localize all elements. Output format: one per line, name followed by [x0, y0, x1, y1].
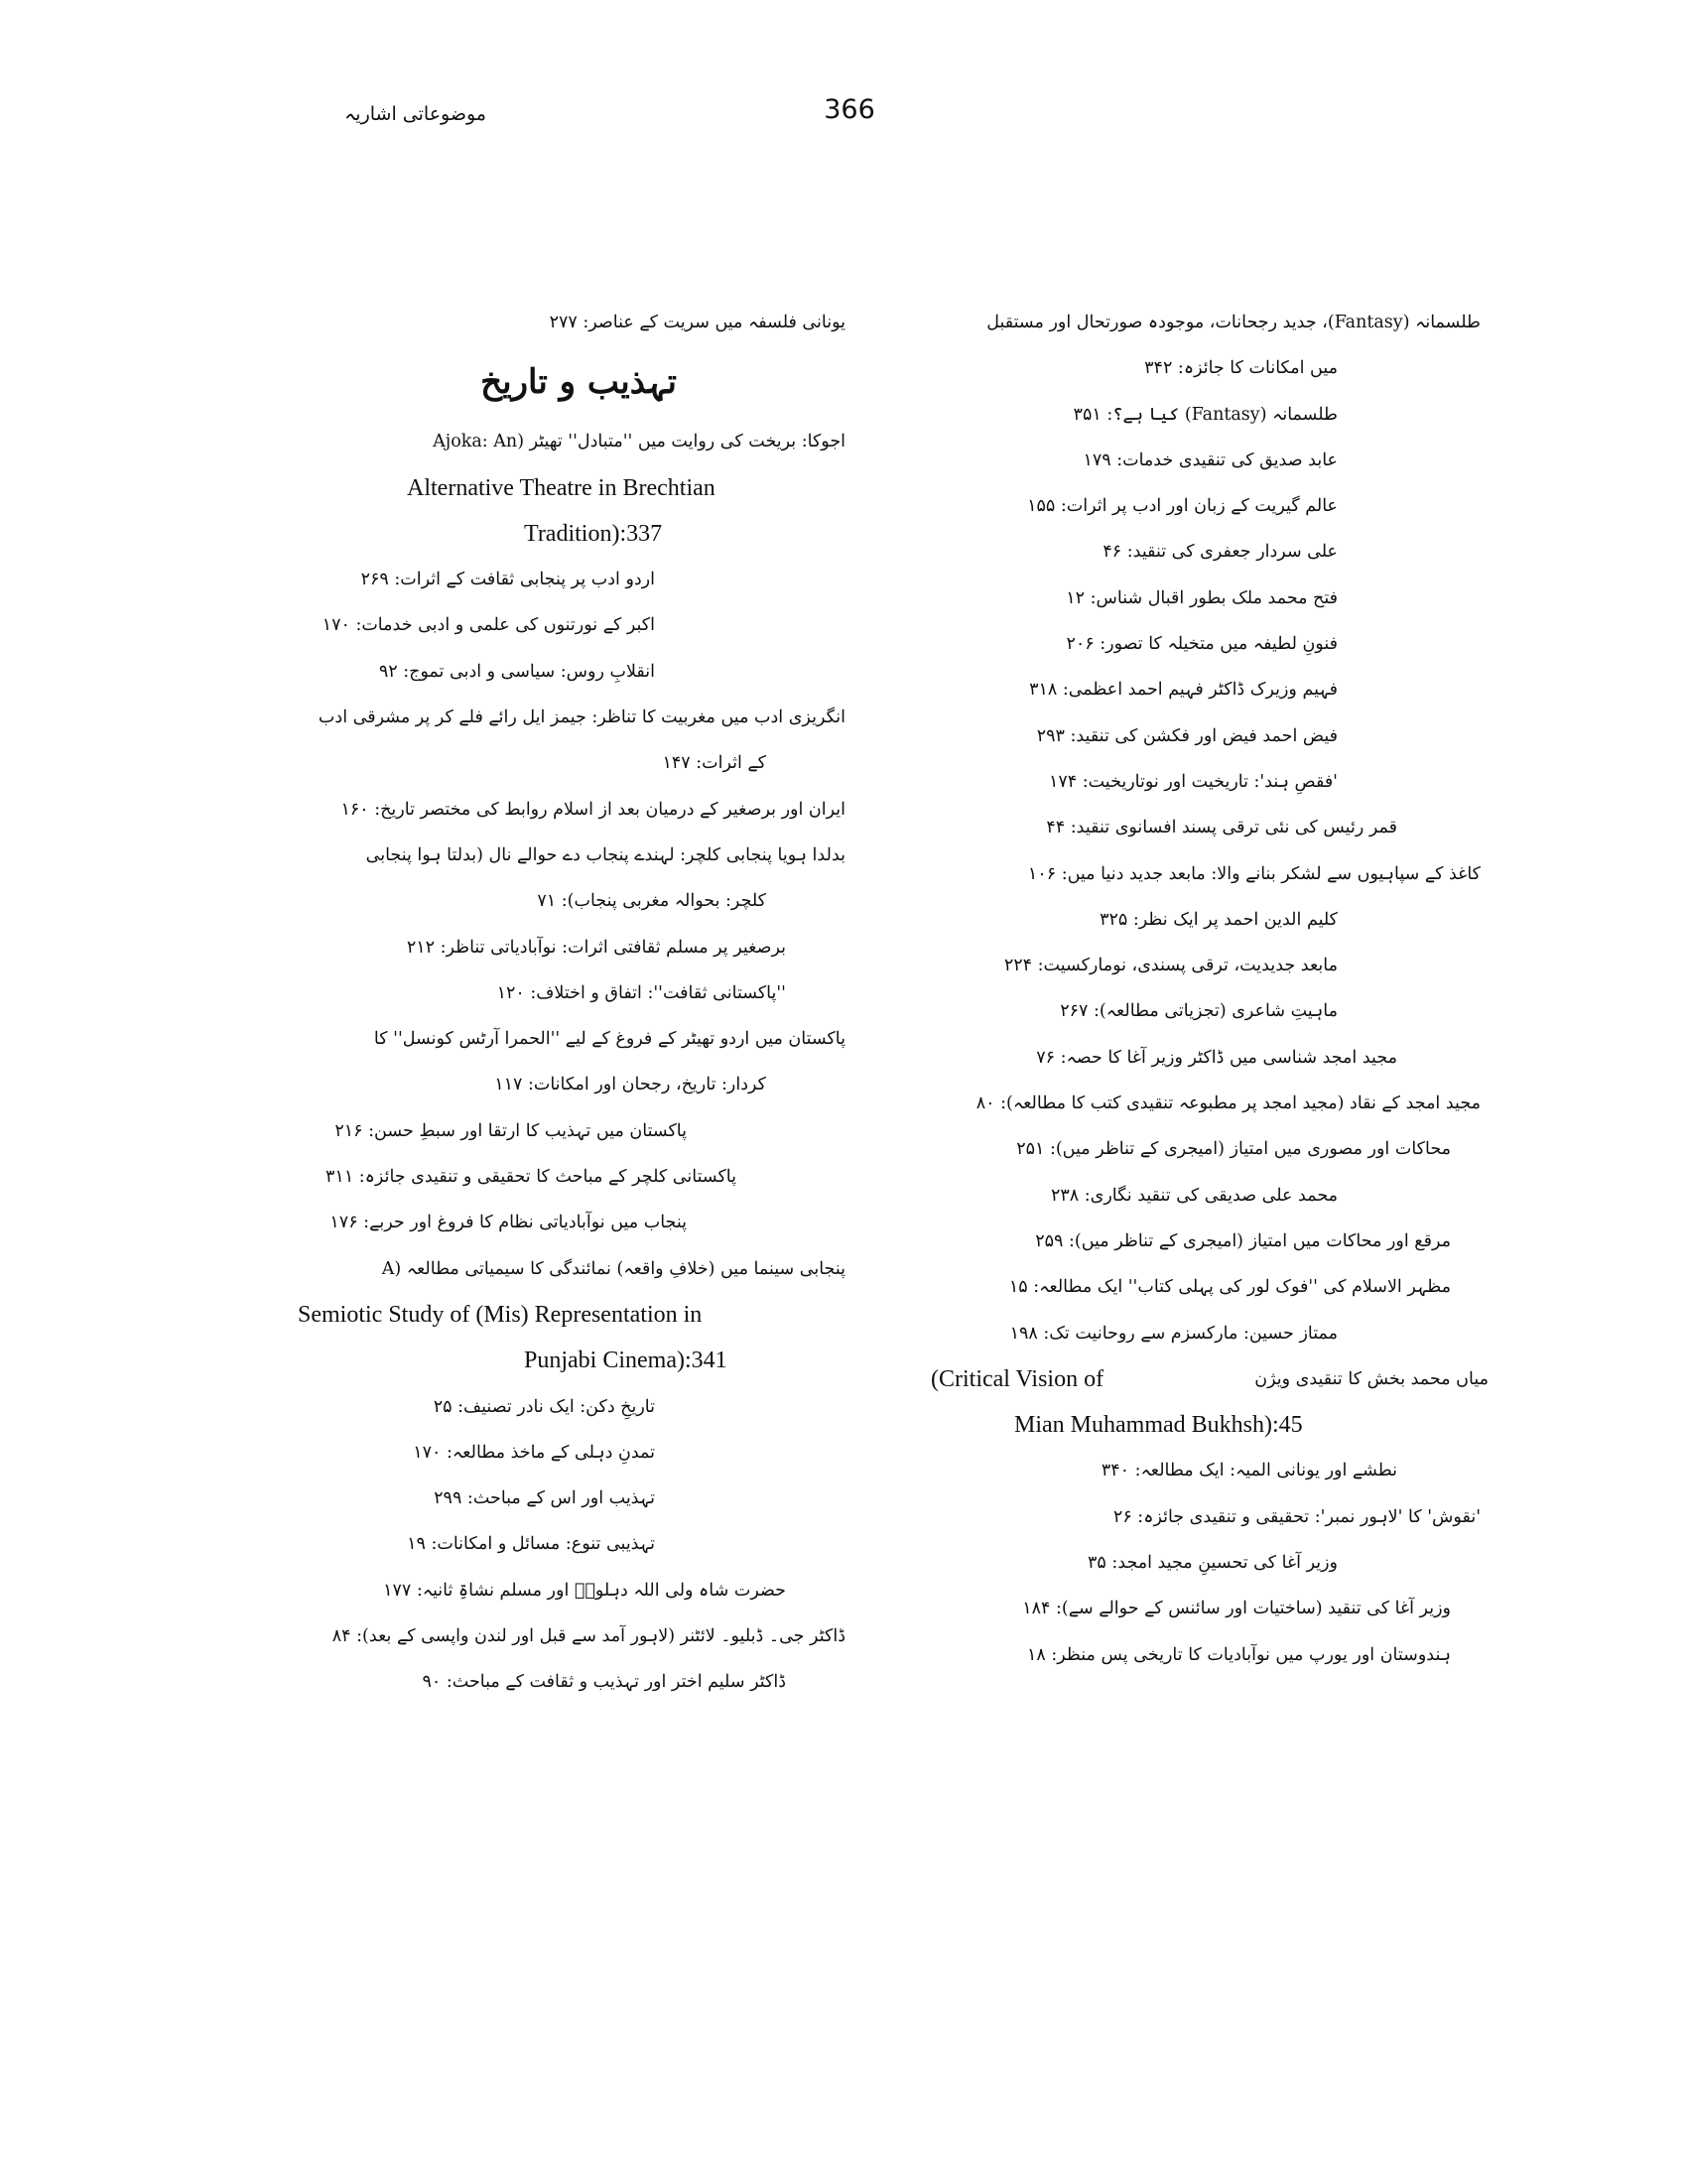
index-entry-continuation: Semiotic Study of (Mis) Representation in [298, 1301, 703, 1328]
index-entry: اکبر کے نورتنوں کی علمی و ادبی خدمات: ۱۷۰ [322, 615, 655, 636]
index-entry: پاکستان میں اردو تھیٹر کے فروغ کے لیے ''الحمرا آرٹس کونسل'' کا [373, 1029, 845, 1050]
index-entry: کاغذ کے سپاہیوں سے لشکر بنانے والا: مابعد جدید دنیا میں: ۱۰۶ [1027, 863, 1481, 884]
index-entry: تہذیب اور اس کے مباحث: ۲۹۹ [434, 1488, 655, 1509]
running-title: موضوعاتی اشاریہ [344, 103, 486, 125]
index-entry-bilingual [881, 1356, 1494, 1402]
index-entry: ڈاکٹر جی۔ ڈبلیو۔ لائٹنر (لاہور آمد سے قبل اور لندن واپسی کے بعد): ۸۴ [331, 1626, 845, 1647]
index-entry-continuation: میں امکانات کا جائزہ: ۳۴۲ [1144, 358, 1338, 379]
index-entry: تہذیبی تنوع: مسائل و امکانات: ۱۹ [407, 1534, 655, 1555]
index-entry: فنونِ لطیفہ میں متخیلہ کا تصور: ۲۰۶ [1066, 634, 1338, 655]
index-entry: محمد علی صدیقی کی تنقید نگاری: ۲۳۸ [1050, 1185, 1338, 1206]
index-entry: ماہیتِ شاعری (تجزیاتی مطالعہ): ۲۶۷ [1060, 1001, 1338, 1022]
index-entry: پاکستان میں تہذیب کا ارتقا اور سبطِ حسن: ۲۱۶ [334, 1120, 687, 1141]
index-entry: مرقع اور محاکات میں امتیاز (امیجری کے تناظر میں): ۲۵۹ [1035, 1230, 1451, 1251]
index-entry: بدلدا ہویا پنجابی کلچر: لہندے پنجاب دے حوالے نال (بدلتا ہوا پنجابی [365, 844, 845, 865]
index-entry-continuation: کردار: تاریخ، رجحان اور امکانات: ۱۱۷ [494, 1075, 766, 1095]
index-entry: یونانی فلسفہ میں سریت کے عناصر: ۲۷۷ [549, 313, 845, 332]
index-entry: مابعد جدیدیت، ترقی پسندی، نومارکسیت: ۲۲۴ [1003, 956, 1338, 976]
index-entry: عابد صدیق کی تنقیدی خدمات: ۱۷۹ [1083, 450, 1338, 470]
index-column-right [881, 300, 1494, 1678]
index-entry-urdu-part: میاں محمد بخش کا تنقیدی ویژن [1254, 1368, 1489, 1389]
index-entry: فتح محمد ملک بطور اقبال شناس: ۱۲ [1066, 587, 1338, 608]
index-entry: اجوکا: بریخت کی روایت میں ''متبادل'' تھیٹر (Ajoka: An [433, 432, 845, 452]
index-entry: پنجابی سینما میں (خلافِ واقعہ) نمائندگی کا سیمیاتی مطالعہ (A [381, 1258, 845, 1279]
index-entry: محاکات اور مصوری میں امتیاز (امیجری کے تناظر میں): ۲۵۱ [1016, 1139, 1451, 1160]
index-column-left [238, 300, 845, 1706]
index-entry: فہیم وزیرک ڈاکٹر فہیم احمد اعظمی: ۳۱۸ [1029, 680, 1338, 701]
index-entry: عالم گیریت کے زبان اور ادب پر اثرات: ۱۵۵ [1027, 496, 1338, 517]
index-entry: طلسمانہ (Fantasy)، جدید رجحانات، موجودہ صورتحال اور مستقبل [986, 313, 1481, 332]
index-entry: اردو ادب پر پنجابی ثقافت کے اثرات: ۲۶۹ [360, 570, 655, 590]
index-entry: مظہر الاسلام کی ''فوک لور کی پہلی کتاب'' ایک مطالعہ: ۱۵ [1008, 1277, 1451, 1298]
index-entry-english-part: (Critical Vision of [931, 1365, 1104, 1392]
index-entry-continuation: Alternative Theatre in Brechtian [407, 474, 715, 501]
index-entry: پنجاب میں نوآبادیاتی نظام کا فروغ اور حربے: ۱۷۶ [329, 1213, 687, 1233]
index-entry: کلیم الدین احمد پر ایک نظر: ۳۲۵ [1100, 909, 1338, 930]
index-entry: ''پاکستانی ثقافت'': اتفاق و اختلاف: ۱۲۰ [496, 982, 786, 1003]
index-entry: مجید امجد شناسی میں ڈاکٹر وزیر آغا کا حصہ: ۷۶ [1036, 1047, 1397, 1068]
index-entry: ہندوستان اور یورپ میں نوآبادیات کا تاریخی پس منظر: ۱۸ [1026, 1644, 1451, 1665]
index-entry: ڈاکٹر سلیم اختر اور تہذیب و ثقافت کے مباحث: ۹۰ [422, 1672, 786, 1693]
index-entry-continuation: Tradition):337 [524, 520, 663, 547]
index-entry: نطشے اور یونانی المیہ: ایک مطالعہ: ۳۴۰ [1101, 1461, 1397, 1481]
index-entry: تاریخِ دکن: ایک نادر تصنیف: ۲۵ [433, 1396, 655, 1417]
index-entry-continuation: کلچر: بحوالہ مغربی پنجاب): ۷۱ [537, 891, 766, 912]
index-entry: طلسمانہ (Fantasy) کیا ہے؟: ۳۵۱ [1073, 404, 1338, 425]
index-entry: وزیر آغا کی تحسینِ مجید امجد: ۳۵ [1087, 1553, 1338, 1574]
index-entry-continuation: Mian Muhammad Bukhsh):45 [1014, 1412, 1303, 1439]
index-entry: علی سردار جعفری کی تنقید: ۴۶ [1103, 542, 1338, 563]
index-entry: پاکستانی کلچر کے مباحث کا تحقیقی و تنقیدی جائزہ: ۳۱۱ [325, 1167, 736, 1188]
index-entry: فیض احمد فیض اور فکشن کی تنقید: ۲۹۳ [1036, 725, 1338, 746]
index-entry: برصغیر پر مسلم ثقافتی اثرات: نوآبادیاتی تناظر: ۲۱۲ [406, 937, 786, 958]
section-heading: تہذیب و تاریخ [480, 362, 677, 403]
index-entry: تمدنِ دہلی کے ماخذ مطالعہ: ۱۷۰ [413, 1442, 655, 1463]
index-entry: 'فقصِ ہند': تاریخیت اور نوتاریخیت: ۱۷۴ [1048, 771, 1338, 792]
index-entry: وزیر آغا کی تنقید (ساختیات اور سائنس کے حوالے سے): ۱۸۴ [1022, 1599, 1451, 1619]
index-entry: ممتاز حسین: مارکسزم سے روحانیت تک: ۱۹۸ [1009, 1323, 1338, 1344]
index-entry: ایران اور برصغیر کے درمیان بعد از اسلام روابط کی مختصر تاریخ: ۱۶۰ [340, 799, 845, 820]
index-entry-continuation: کے اثرات: ۱۴۷ [662, 753, 766, 774]
index-entry: مجید امجد کے نقاد (مجید امجد پر مطبوعہ تنقیدی کتب کا مطالعہ): ۸۰ [975, 1093, 1481, 1114]
index-entry: قمر رئیس کی نئی ترقی پسند افسانوی تنقید: ۴۴ [1046, 818, 1397, 838]
index-entry: انقلابِ روس: سیاسی و ادبی تموج: ۹۲ [378, 661, 655, 682]
page-number: 366 [824, 94, 875, 125]
index-entry-continuation: Punjabi Cinema):341 [524, 1348, 727, 1374]
index-entry: حضرت شاہ ولی اللہ دہلویؒ اور مسلم نشاۃِ ثانیہ: ۱۷۷ [383, 1580, 786, 1601]
index-entry: انگریزی ادب میں مغربیت کا تناظر: جیمز ایل رائے فلے کر پر مشرقی ادب [318, 707, 845, 728]
index-entry: 'نقوش' کا 'لاہور نمبر': تحقیقی و تنقیدی جائزہ: ۲۶ [1112, 1506, 1481, 1527]
